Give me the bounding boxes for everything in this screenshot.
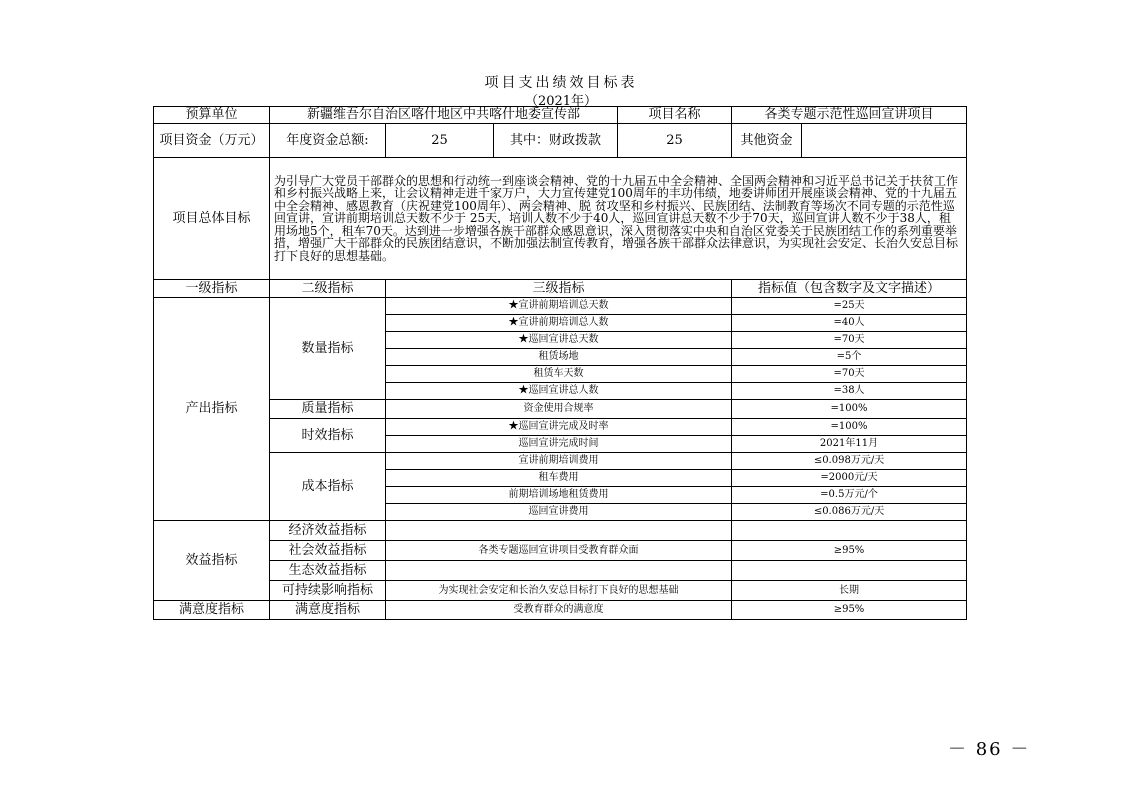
indicator-value: =100% <box>732 400 967 419</box>
benefit-indicator-label: 效益指标 <box>154 521 270 601</box>
timeliness-indicator-label: 时效指标 <box>270 419 386 453</box>
budget-unit-value: 新疆维吾尔自治区喀什地区中共喀什地委宣传部 <box>270 107 618 124</box>
other-funds-value <box>802 124 967 158</box>
page-title: 项目支出绩效目标表 <box>484 75 638 91</box>
indicator-value: =38人 <box>732 383 967 400</box>
indicator-header-row <box>154 280 967 298</box>
indicator-value: 2021年11月 <box>732 436 967 453</box>
output-indicator-label: 产出指标 <box>154 298 270 521</box>
table-row <box>154 453 967 470</box>
overall-goal-label: 项目总体目标 <box>154 158 270 280</box>
sustainable-impact-label: 可持续影响指标 <box>270 581 386 601</box>
cost-indicator-label: 成本指标 <box>270 453 386 521</box>
indicator-name: ★宣讲前期培训总人数 <box>386 315 732 332</box>
table-row <box>154 541 967 561</box>
quantity-indicator-label: 数量指标 <box>270 298 386 400</box>
other-funds-label: 其他资金 <box>732 124 802 158</box>
indicator-name <box>386 561 732 581</box>
quality-indicator-label: 质量指标 <box>270 400 386 419</box>
economic-benefit-label: 经济效益指标 <box>270 521 386 541</box>
overall-goal-row <box>154 158 967 280</box>
fiscal-funds-value: 25 <box>618 124 732 158</box>
table-row <box>154 561 967 581</box>
indicator-name <box>386 521 732 541</box>
project-funds-row <box>154 124 967 158</box>
indicator-value: =70天 <box>732 332 967 349</box>
indicator-value: ≥95% <box>732 541 967 561</box>
indicator-value: ≤0.098万元/天 <box>732 453 967 470</box>
satisfaction-sub-label: 满意度指标 <box>270 601 386 620</box>
project-name-label: 项目名称 <box>618 107 732 124</box>
table-row <box>154 298 967 315</box>
indicator-name: ★巡回宣讲完成及时率 <box>386 419 732 436</box>
indicator-name: 租车费用 <box>386 470 732 487</box>
indicator-name: 宣讲前期培训费用 <box>386 453 732 470</box>
indicator-value <box>732 521 967 541</box>
annual-total-label: 年度资金总额: <box>270 124 386 158</box>
indicator-value <box>732 561 967 581</box>
indicator-value: =25天 <box>732 298 967 315</box>
budget-unit-label: 预算单位 <box>154 107 270 124</box>
indicator-value: =5个 <box>732 349 967 366</box>
table-row <box>154 419 967 436</box>
indicator-name: 受教育群众的满意度 <box>386 601 732 620</box>
project-name-value: 各类专题示范性巡回宣讲项目 <box>732 107 967 124</box>
indicator-name: 资金使用合规率 <box>386 400 732 419</box>
indicator-name: 租赁车天数 <box>386 366 732 383</box>
indicator-name: 各类专题巡回宣讲项目受教育群众面 <box>386 541 732 561</box>
social-benefit-label: 社会效益指标 <box>270 541 386 561</box>
table-row <box>154 581 967 601</box>
table-row <box>154 601 967 620</box>
indicator-name: ★巡回宣讲总人数 <box>386 383 732 400</box>
level2-header: 二级指标 <box>270 280 386 298</box>
budget-unit-row <box>154 107 967 124</box>
indicator-name: 巡回宣讲费用 <box>386 504 732 521</box>
indicator-value: =2000元/天 <box>732 470 967 487</box>
indicator-name: ★巡回宣讲总天数 <box>386 332 732 349</box>
indicator-value: ≤0.086万元/天 <box>732 504 967 521</box>
indicator-value: 长期 <box>732 581 967 601</box>
indicator-name: 巡回宣讲完成时间 <box>386 436 732 453</box>
indicator-value: =100% <box>732 419 967 436</box>
level1-header: 一级指标 <box>154 280 270 298</box>
indicator-name: 为实现社会安定和长治久安总目标打下良好的思想基础 <box>386 581 732 601</box>
indicator-name: ★宣讲前期培训总天数 <box>386 298 732 315</box>
overall-goal-text: 为引导广大党员干部群众的思想和行动统一到座谈会精神、党的十九届五中全会精神、全国两会精神和习近平总书记关于扶贫工作和乡村振兴战略上来，让会议精神走进千家万户，大力宣传建党100周年的丰功伟绩，地委讲师团开展座谈会精神、党的十九届五中全会精神、感恩教育（庆祝建党100周年）、两会精神、脱 贫攻坚和乡村振兴、民族团结、法制教育等场次不同专题的示范性巡回宣讲，宣讲前期培训总天数不少于 25天，培训人数不少于40人，巡回宣讲总天数不少于70天，巡回宣讲人数不少于38人，租用场地5个，租车70天。达到进一步增强各族干部群众感恩意识，深入贯彻落实中央和自治区党委关于民族团结工作的系列重要举措，增强广大干部群众的民族团结意识，不断加强法制宣传教育，增强各族干部群众法律意识，为实现社会安定、长治久安总目标打下良好的思想基础。 <box>270 158 967 280</box>
ecological-benefit-label: 生态效益指标 <box>270 561 386 581</box>
annual-total-value: 25 <box>386 124 494 158</box>
page-subtitle-year: （2021年） <box>524 94 598 109</box>
indicator-value-header: 指标值（包含数字及文字描述） <box>732 280 967 298</box>
performance-target-table <box>153 106 967 620</box>
fiscal-funds-label: 其中：财政拨款 <box>494 124 618 158</box>
indicator-value: =70天 <box>732 366 967 383</box>
level3-header: 三级指标 <box>386 280 732 298</box>
indicator-name: 租赁场地 <box>386 349 732 366</box>
table-row <box>154 521 967 541</box>
indicator-value: ≥95% <box>732 601 967 620</box>
page-number: － 86 － <box>948 739 1031 760</box>
project-funds-label: 项目资金（万元） <box>154 124 270 158</box>
indicator-value: =0.5万元/个 <box>732 487 967 504</box>
satisfaction-indicator-label: 满意度指标 <box>154 601 270 620</box>
indicator-name: 前期培训场地租赁费用 <box>386 487 732 504</box>
table-row <box>154 400 967 419</box>
indicator-value: =40人 <box>732 315 967 332</box>
